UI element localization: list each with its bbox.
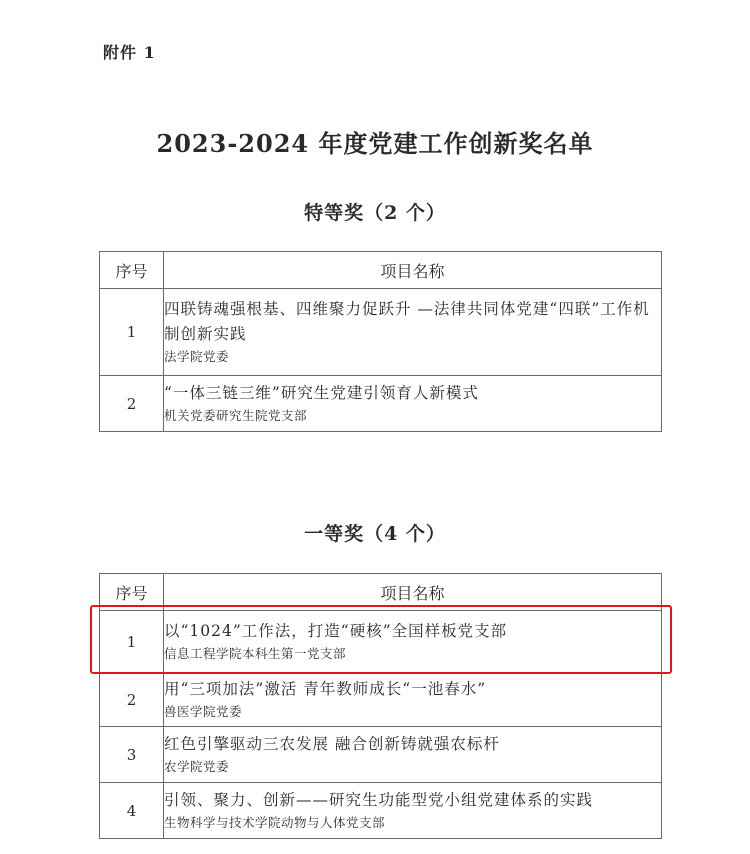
project-name: “一体三链三维”研究生党建引领育人新模式 xyxy=(164,384,479,402)
row-number: 4 xyxy=(100,783,164,839)
row-number: 2 xyxy=(100,376,164,432)
project-unit: 兽医学院党委 xyxy=(164,704,243,719)
section-title-special-award: 特等奖（2 个） xyxy=(304,202,446,224)
row-number: 2 xyxy=(100,673,164,727)
project-name: 四联铸魂强根基、四维聚力促跃升 —法律共同体党建“四联”工作机制创新实践 xyxy=(164,300,650,343)
table-row xyxy=(100,289,662,376)
table-header-row xyxy=(100,574,662,611)
section-title-first-award: 一等奖（4 个） xyxy=(304,523,446,545)
project-unit: 生物科学与技术学院动物与人体党支部 xyxy=(164,815,386,830)
project-cell xyxy=(164,727,662,783)
project-cell xyxy=(164,376,662,432)
attachment-label: 附件 1 xyxy=(103,43,156,62)
project-name: 红色引擎驱动三农发展 融合创新铸就强农标杆 xyxy=(164,735,500,753)
project-cell xyxy=(164,673,662,727)
table-row xyxy=(100,783,662,839)
header-project-name: 项目名称 xyxy=(164,574,662,611)
header-project-name: 项目名称 xyxy=(164,252,662,289)
project-name: 以“1024”工作法，打造“硬核”全国样板党支部 xyxy=(164,622,508,640)
project-unit: 农学院党委 xyxy=(164,759,230,774)
project-cell xyxy=(164,611,662,673)
project-name: 用“三项加法”激活 青年教师成长“一池春水” xyxy=(164,680,487,698)
first-award-table xyxy=(99,573,662,839)
project-name: 引领、聚力、创新——研究生功能型党小组党建体系的实践 xyxy=(164,791,594,809)
row-number: 3 xyxy=(100,727,164,783)
table-row xyxy=(100,611,662,673)
project-unit: 机关党委研究生院党支部 xyxy=(164,408,308,423)
row-number: 1 xyxy=(100,289,164,376)
project-cell xyxy=(164,783,662,839)
table-header-row xyxy=(100,252,662,289)
document-title: 2023-2024 年度党建工作创新奖名单 xyxy=(156,129,594,158)
table-row xyxy=(100,727,662,783)
header-no: 序号 xyxy=(100,574,164,611)
table-row xyxy=(100,673,662,727)
table-row xyxy=(100,376,662,432)
header-no: 序号 xyxy=(100,252,164,289)
project-cell xyxy=(164,289,662,376)
project-unit: 信息工程学院本科生第一党支部 xyxy=(164,646,347,661)
row-number: 1 xyxy=(100,611,164,673)
project-unit: 法学院党委 xyxy=(164,349,230,364)
special-award-table xyxy=(99,251,662,432)
